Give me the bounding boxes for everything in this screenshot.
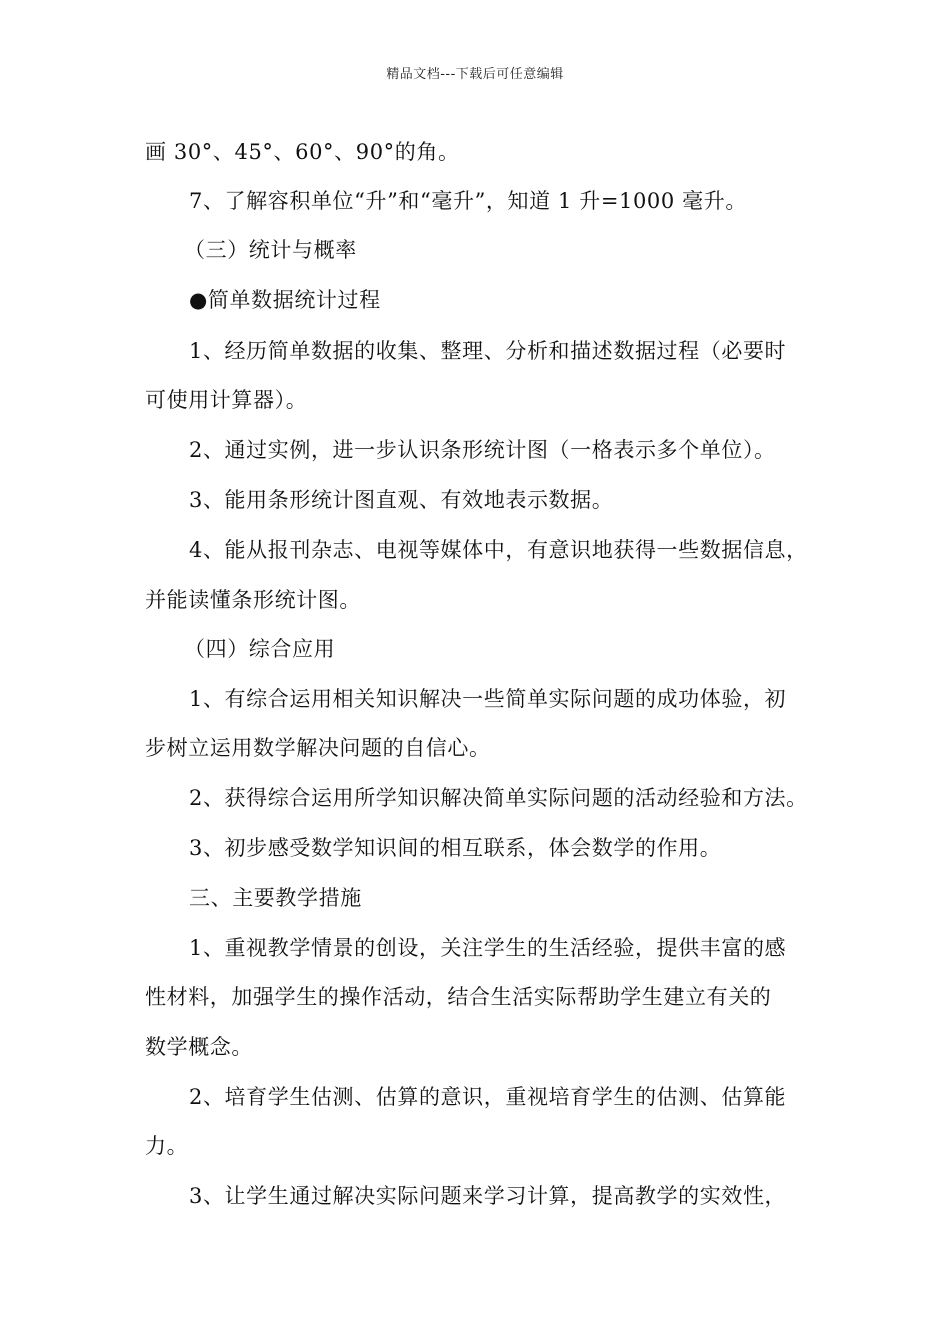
section-heading: 三、主要教学措施 xyxy=(189,886,362,910)
text-line: 可使用计算器）。 xyxy=(145,388,308,412)
text-line: 4、能从报刊杂志、电视等媒体中，有意识地获得一些数据信息， xyxy=(189,538,808,562)
section-heading: （四）综合应用 xyxy=(184,637,336,661)
text-line: 力。 xyxy=(145,1134,189,1158)
text-line: 1、重视教学情景的创设，关注学生的生活经验，提供丰富的感 xyxy=(189,936,787,960)
text-line: 画 30°、45°、60°、90°的角。 xyxy=(145,140,460,164)
text-line: 1、有综合运用相关知识解决一些简单实际问题的成功体验，初 xyxy=(189,687,787,711)
text-line: 3、初步感受数学知识间的相互联系，体会数学的作用。 xyxy=(189,836,722,860)
text-line: 7、了解容积单位“升”和“毫升”，知道 1 升=1000 毫升。 xyxy=(189,189,747,213)
text-line: 2、通过实例，进一步认识条形统计图（一格表示多个单位）。 xyxy=(189,438,776,462)
text-line: 步树立运用数学解决问题的自信心。 xyxy=(145,736,491,760)
subsection-heading: ●简单数据统计过程 xyxy=(189,288,381,312)
section-heading: （三）统计与概率 xyxy=(184,238,357,262)
text-line: 数学概念。 xyxy=(145,1035,253,1059)
text-line: 并能读懂条形统计图。 xyxy=(145,588,361,612)
text-line: 性材料，加强学生的操作活动，结合生活实际帮助学生建立有关的 xyxy=(145,985,772,1009)
text-line: 3、让学生通过解决实际问题来学习计算，提高教学的实效性， xyxy=(189,1184,787,1208)
page-header: 精品文档---下载后可任意编辑 xyxy=(386,67,564,82)
text-line: 2、获得综合运用所学知识解决简单实际问题的活动经验和方法。 xyxy=(189,786,808,810)
text-line: 2、培育学生估测、估算的意识，重视培育学生的估测、估算能 xyxy=(189,1085,787,1109)
text-line: 1、经历简单数据的收集、整理、分析和描述数据过程（必要时 xyxy=(189,339,787,363)
text-line: 3、能用条形统计图直观、有效地表示数据。 xyxy=(189,488,614,512)
